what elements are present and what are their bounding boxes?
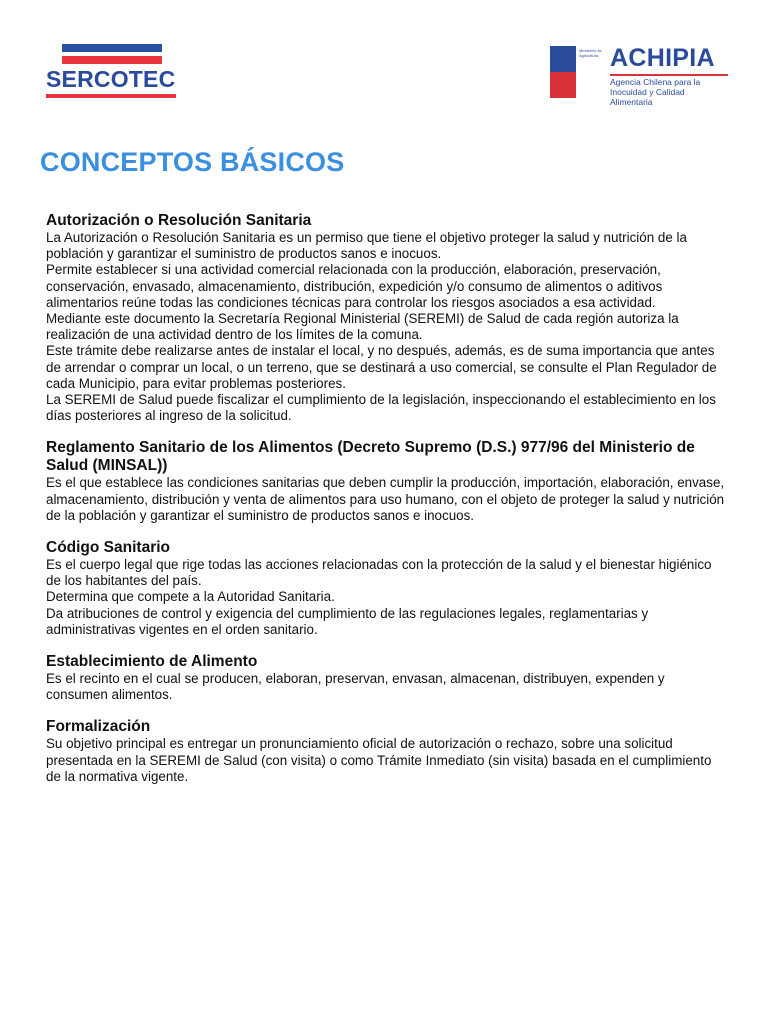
paragraph: La Autorización o Resolución Sanitaria es un permiso que tiene el objetivo proteger la salud y nutrición de la población y garantizar el suministro de productos sanos e inocuos. <box>46 230 687 262</box>
paragraph: Mediante este documento la Secretaría Regional Ministerial (SEREMI) de Salud de cada región autoriza la realización de una actividad dentro de los límites de la comuna. <box>46 311 679 343</box>
paragraph: Permite establecer si una actividad comercial relacionada con la producción, elaboración, preservación, conservación, envasado, almacenamiento, distribución, expedición y/o consumo de alimentos o aditivos alimentarios reúne todas las condiciones técnicas para controlar los riesgos asociados a esa actividad. <box>46 262 663 310</box>
page-header <box>38 38 730 108</box>
achipia-logo <box>550 42 730 107</box>
section-reglamento <box>46 439 726 524</box>
sercotec-logo <box>42 42 184 104</box>
section-establecimiento <box>46 653 726 703</box>
paragraph: Su objetivo principal es entregar un pronunciamiento oficial de autorización o rechazo, sobre una solicitud presentada en la SEREMI de Salud (con visita) o como Trámite Inmediato (sin visita) basada en el cumplimiento de la normativa vigente. <box>46 736 712 784</box>
paragraph: Este trámite debe realizarse antes de instalar el local, y no después, además, es de suma importancia que antes de arrendar o comprar un local, o un terreno, que se destinará a uso comercial, se consulte el Plan Regulador de cada Municipio, para evitar problemas posteriores. <box>46 343 717 391</box>
page-title: CONCEPTOS BÁSICOS <box>40 147 345 177</box>
gobierno-de-chile-emblem-icon <box>550 46 606 98</box>
section-body <box>46 475 726 524</box>
section-autorizacion <box>46 212 726 424</box>
section-codigo-sanitario <box>46 539 726 638</box>
paragraph: Da atribuciones de control y exigencia del cumplimiento de las regulaciones legales, reglamentarias y administrativas vigentes en el orden sanitario. <box>46 605 649 637</box>
document-content <box>46 212 726 800</box>
paragraph: La SEREMI de Salud puede fiscalizar el cumplimiento de la legislación, inspeccionando el establecimiento en los días posteriores al ingreso de la solicitud. <box>46 392 716 424</box>
section-body <box>46 230 726 424</box>
sercotec-underline-icon <box>46 94 176 98</box>
section-body <box>46 736 726 785</box>
paragraph: Es el que establece las condiciones sanitarias que deben cumplir la producción, importación, elaboración, envase, almacenamiento, distribución y venta de alimentos para uso humano, con el objeto de proteger la salud y nutrición de la población y garantizar el suministro de productos sanos e inocuos. <box>46 475 725 523</box>
paragraph: Es el recinto en el cual se producen, elaboran, preservan, envasan, almacenan, distribuyen, expenden y consumen alimentos. <box>46 671 665 703</box>
section-body <box>46 557 726 638</box>
achipia-subtitle: Agencia Chilena para la Inocuidad y Calidad Alimentaria <box>610 74 728 107</box>
achipia-logo-text: ACHIPIA <box>610 44 715 72</box>
section-heading: Autorización o Resolución Sanitaria <box>46 212 312 229</box>
gov-ministry-text: Ministerio de Agricultura <box>579 48 602 58</box>
sercotec-stripes-icon <box>62 44 162 64</box>
section-body <box>46 671 726 703</box>
section-heading: Establecimiento de Alimento <box>46 653 258 671</box>
section-heading: Reglamento Sanitario de los Alimentos (Decreto Supremo (D.S.) 977/96 del Ministerio de Salud (MINSAL)) <box>46 439 695 475</box>
sercotec-logo-text: SERCOTEC <box>46 66 176 92</box>
section-heading: Formalización <box>46 718 151 736</box>
section-heading: Código Sanitario <box>46 539 170 557</box>
paragraph: Determina que compete a la Autoridad Sanitaria. <box>46 589 335 605</box>
section-formalizacion <box>46 718 726 785</box>
paragraph: Es el cuerpo legal que rige todas las acciones relacionadas con la protección de la salud y el bienestar higiénico de los habitantes del país. <box>46 557 712 589</box>
